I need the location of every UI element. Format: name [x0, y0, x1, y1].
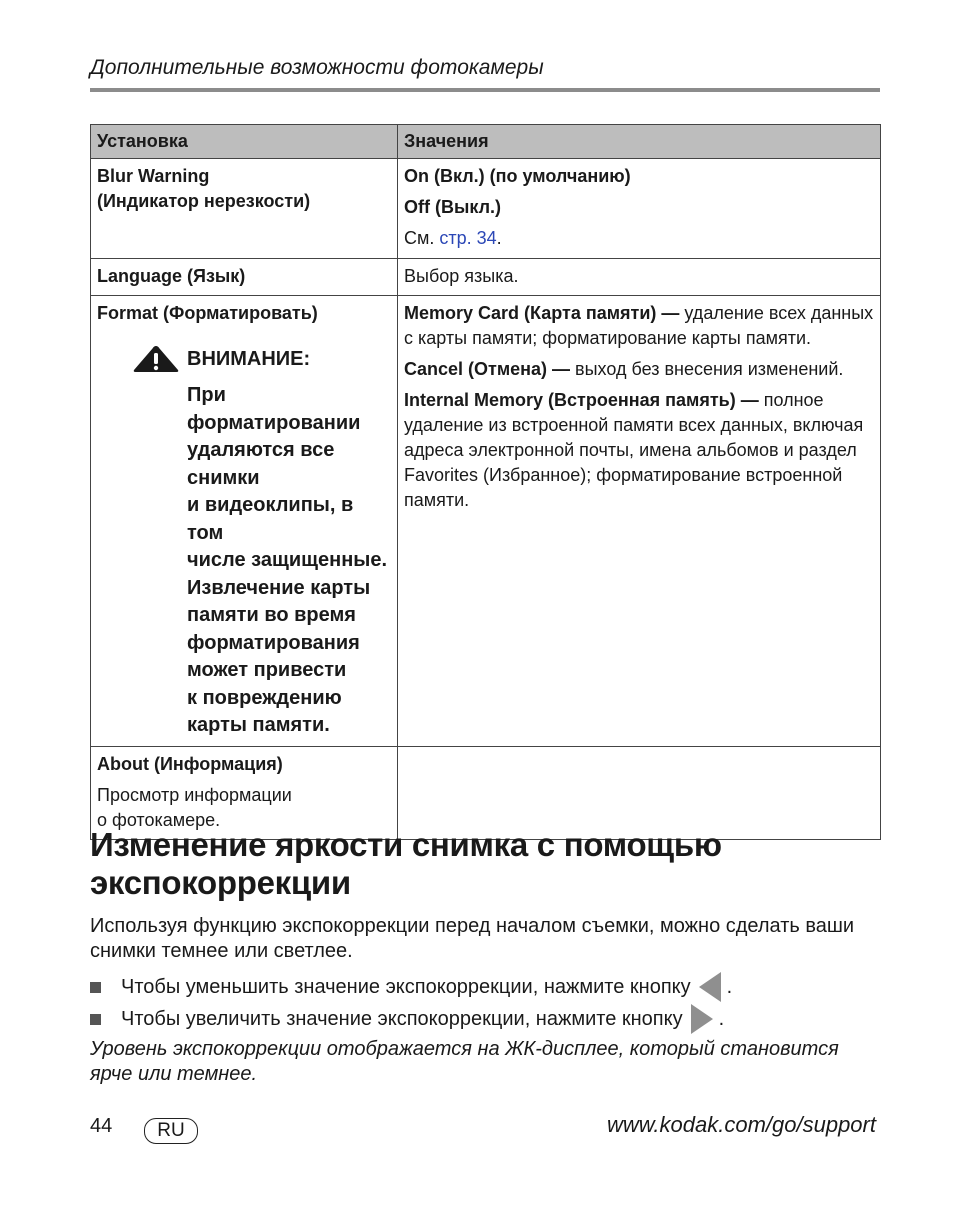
- value-option-internal-memory: [404, 388, 874, 513]
- option-label: Memory Card (Карта памяти) —: [404, 303, 680, 323]
- setting-description: о фотокамере.: [97, 809, 221, 830]
- warning-line: При: [187, 384, 226, 406]
- section-title: Изменение яркости снимка с помощью экспокоррекции: [90, 826, 722, 901]
- column-header-setting: Установка: [91, 125, 398, 159]
- warning-title: ВНИМАНИЕ:: [187, 347, 311, 370]
- table-header-row: [91, 125, 881, 159]
- header-divider: [90, 88, 880, 92]
- warning-line: снимки: [187, 466, 260, 489]
- option-label: Cancel (Отмена) —: [404, 359, 571, 379]
- italic-note: Уровень экспокоррекции отображается на ЖК-дисплее, который становится ярче или темнее.: [90, 1038, 839, 1085]
- setting-name: Blur Warning: [97, 166, 210, 186]
- option-description: удаление всех данных с карты памяти; форматирование карты памяти.: [404, 303, 874, 348]
- table-row: [91, 159, 881, 259]
- warning-line: удаляются все: [187, 439, 335, 461]
- table-row: [91, 296, 881, 747]
- value-option-on: On (Вкл.) (по умолчанию): [404, 166, 631, 186]
- option-description: полное удаление из встроенной памяти всех данных, включая адреса электронной почты, имена альбомов и раздел Favorites (Избранное); форматирование встроенной памяти.: [404, 390, 864, 510]
- settings-table: [90, 124, 881, 840]
- page-number: 44: [90, 1115, 113, 1137]
- page-header-title: Дополнительные возможности фотокамеры: [90, 56, 544, 79]
- values-cell: Выбор языка.: [398, 259, 881, 296]
- bullet-text: Чтобы уменьшить значение экспокоррекции, нажмите кнопку: [121, 975, 691, 998]
- warning-line: форматирования: [187, 631, 360, 654]
- warning-block: [97, 344, 391, 740]
- bullet-end: .: [726, 975, 733, 998]
- warning-line: к повреждению: [187, 686, 342, 709]
- language-badge: RU: [144, 1118, 198, 1144]
- square-bullet-icon: [90, 982, 101, 993]
- support-url[interactable]: www.kodak.com/go/support: [606, 1112, 876, 1137]
- option-description: выход без внесения изменений.: [570, 359, 844, 379]
- bullet-text: Чтобы увеличить значение экспокоррекции, нажмите кнопку: [121, 1007, 683, 1030]
- page-link[interactable]: стр. 34: [439, 228, 497, 248]
- setting-name: About (Информация): [97, 753, 283, 774]
- setting-cell: [91, 159, 398, 259]
- intro-paragraph: Используя функцию экспокоррекции перед началом съемки, можно сделать ваши снимки темнее или светлее.: [90, 915, 855, 962]
- list-item: [90, 972, 880, 1002]
- setting-description: Просмотр информации: [97, 784, 292, 805]
- warning-heading: [131, 344, 391, 374]
- setting-name-translation: (Индикатор нерезкости): [97, 191, 311, 211]
- setting-name: Format (Форматировать): [97, 303, 318, 323]
- list-item: [90, 1004, 880, 1034]
- value-option-memory-card: [404, 301, 874, 351]
- bullet-end: .: [718, 1007, 725, 1030]
- right-arrow-icon: [691, 1004, 713, 1034]
- warning-line: числе защищенные.: [187, 549, 388, 571]
- warning-line: Извлечение карты: [187, 576, 371, 599]
- setting-name: Language (Язык): [91, 259, 398, 296]
- warning-line: памяти во время: [187, 604, 356, 626]
- warning-text: [187, 382, 391, 740]
- value-option-off: Off (Выкл.): [404, 197, 502, 217]
- warning-line: может привести: [187, 659, 347, 681]
- square-bullet-icon: [90, 1014, 101, 1025]
- values-cell: [398, 296, 881, 747]
- see-suffix: .: [496, 228, 502, 248]
- table-row: [91, 259, 881, 296]
- see-prefix: См.: [404, 228, 440, 248]
- value-option-cancel: [404, 357, 874, 382]
- warning-line: и видеоклипы, в том: [187, 494, 354, 544]
- values-cell: [398, 159, 881, 259]
- see-reference: [404, 226, 874, 251]
- warning-line: карты памяти.: [187, 714, 330, 736]
- warning-line: форматировании: [187, 411, 361, 434]
- left-arrow-icon: [699, 972, 721, 1002]
- option-label: Internal Memory (Встроенная память) —: [404, 390, 759, 410]
- column-header-values: Значения: [398, 125, 881, 159]
- warning-triangle-icon: [131, 344, 181, 374]
- setting-cell: [91, 296, 398, 747]
